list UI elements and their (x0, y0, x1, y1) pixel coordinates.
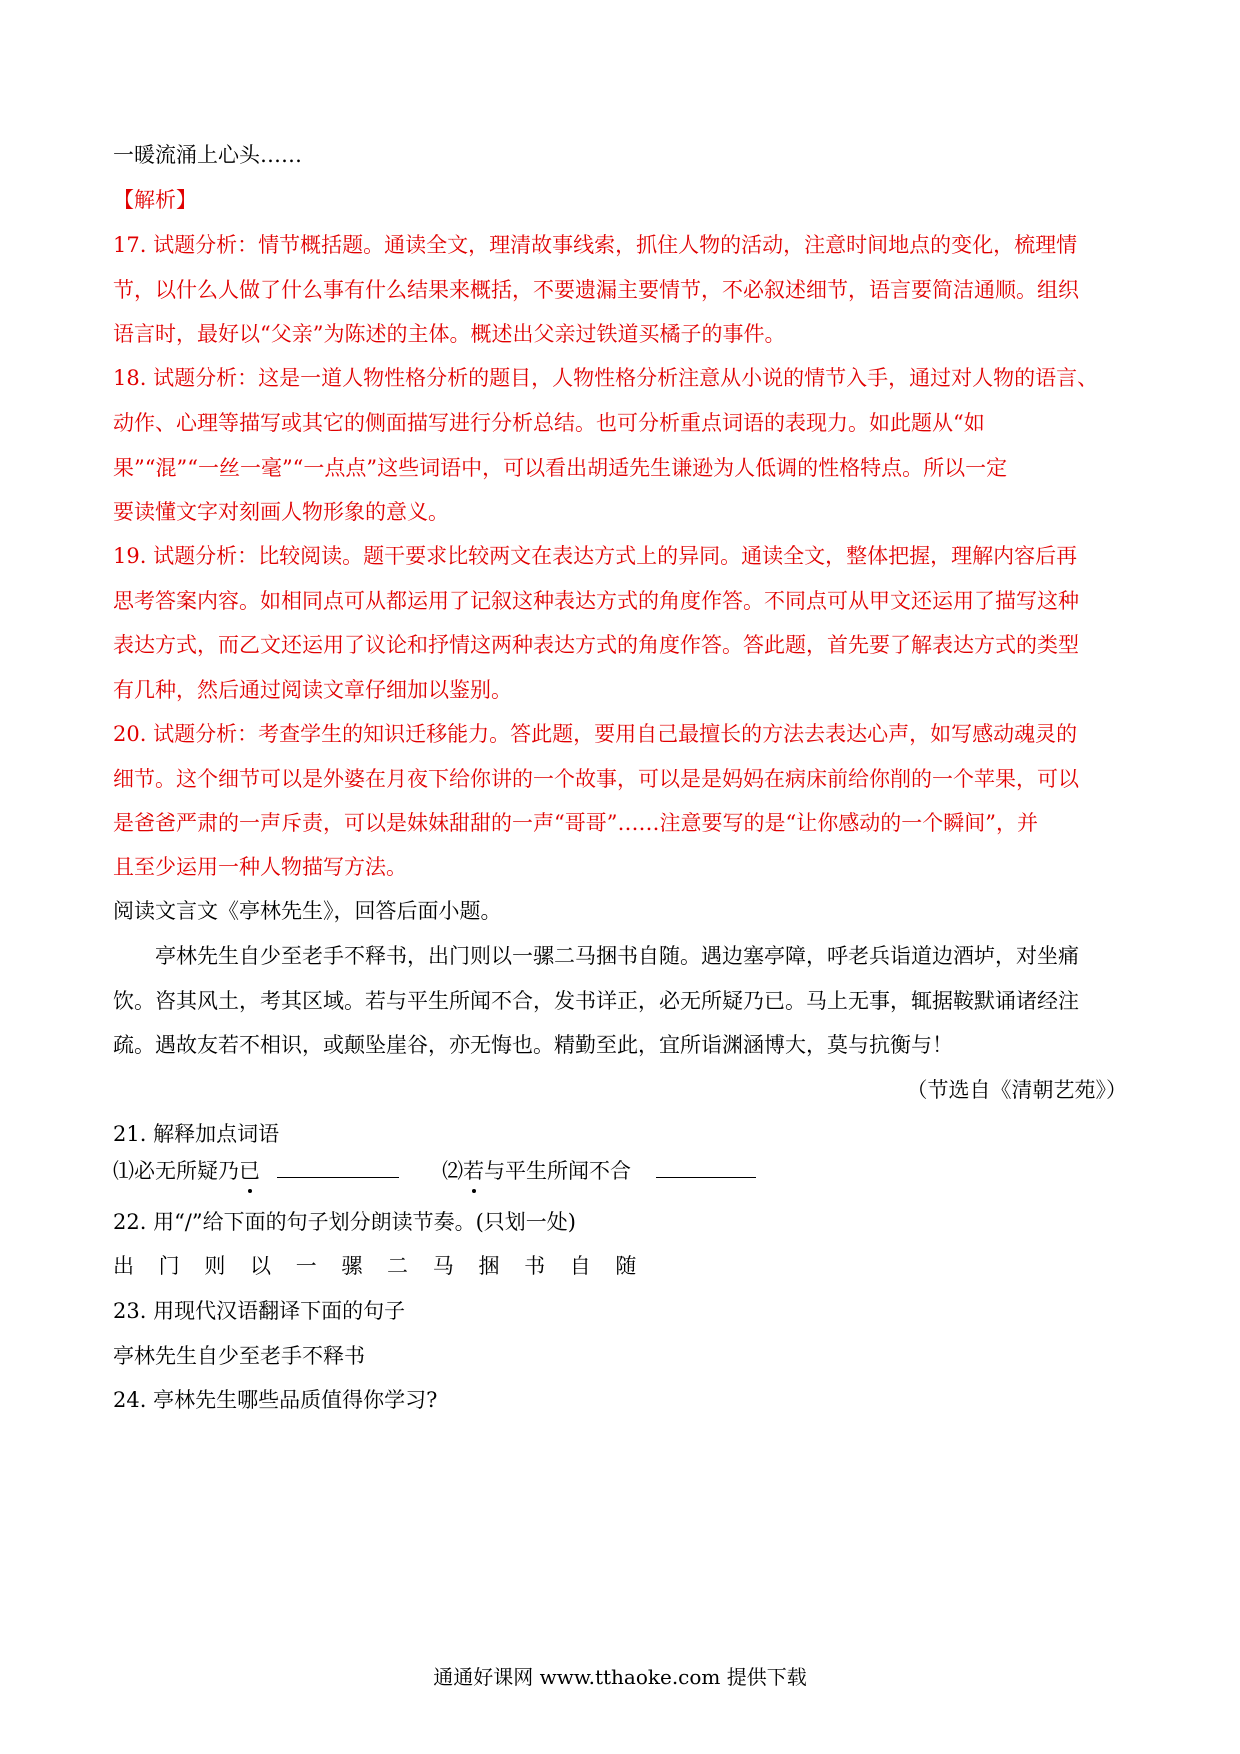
analysis-18-line-2: 动作、心理等描写或其它的侧面描写进行分析总结。也可分析重点词语的表现力。如此题从“如 (113, 411, 985, 435)
analysis-17-line-1: 17. 试题分析：情节概括题。通读全文，理清故事线索，抓住人物的活动，注意时间地点的变化，梳理情 (113, 233, 1078, 257)
question-22-sentence: 出 门 则 以 一 骡 二 马 捆 书 自 随 (113, 1254, 646, 1278)
question-22: 22. 用“/”给下面的句子划分朗读节奏。(只划一处) (113, 1210, 577, 1234)
question-24: 24. 亭林先生哪些品质值得你学习? (113, 1388, 438, 1412)
analysis-heading: 【解析】 (113, 188, 197, 212)
analysis-18-line-1: 18. 试题分析：这是一道人物性格分析的题目，人物性格分析注意从小说的情节入手，通过对人物的语言、 (113, 366, 1099, 390)
analysis-19-line-4: 有几种，然后通过阅读文章仔细加以鉴别。 (113, 678, 512, 702)
answer-tail: 一暖流涌上心头…… (113, 143, 302, 167)
analysis-17-line-2: 节，以什么人做了什么事有什么结果来概括，不要遗漏主要情节，不必叙述细节，语言要简洁通顺。组织 (113, 278, 1079, 302)
q21-answer-blank-2[interactable] (656, 1177, 756, 1178)
passage-line-2: 饮。咨其风土，考其区域。若与平生所闻不合，发书详正，必无所疑乃已。马上无事，辄据鞍默诵诸经注 (113, 989, 1079, 1013)
passage-source: （节选自《清朝艺苑》） (906, 1078, 1127, 1102)
analysis-20-line-1: 20. 试题分析：考查学生的知识迁移能力。答此题，要用自己最擅长的方法去表达心声，如写感动魂灵的 (113, 722, 1078, 746)
q21-item-1-dotted-char: 已 (239, 1156, 260, 1186)
reading-instruction: 阅读文言文《亭林先生》，回答后面小题。 (113, 899, 502, 923)
q21-item-1-text: ⑴必无所疑乃 (113, 1159, 239, 1183)
passage-line-1: 亭林先生自少至老手不释书，出门则以一骡二马捆书自随。遇边塞亭障，呼老兵诣道边酒垆，对坐痛 (155, 944, 1079, 968)
analysis-20-line-3: 是爸爸严肃的一声斥责，可以是妹妹甜甜的一声“哥哥”……注意要写的是“让你感动的一个瞬间”，并 (113, 811, 1038, 835)
question-21-items (113, 1156, 1123, 1186)
analysis-18-line-4: 要读懂文字对刻画人物形象的意义。 (113, 500, 449, 524)
analysis-19-line-2: 思考答案内容。如相同点可从都运用了记叙这种表达方式的角度作答。不同点可从甲文还运用了描写这种 (113, 589, 1079, 613)
analysis-19-line-3: 表达方式，而乙文还运用了议论和抒情这两种表达方式的角度作答。答此题，首先要了解表达方式的类型 (113, 633, 1079, 657)
analysis-17-line-3: 语言时，最好以“父亲”为陈述的主体。概述出父亲过铁道买橘子的事件。 (113, 322, 786, 346)
q21-item-2-num: ⑵ (442, 1159, 464, 1183)
question-23-sentence: 亭林先生自少至老手不释书 (113, 1344, 365, 1368)
page-footer: 通通好课网 www.tthaoke.com 提供下载 (433, 1665, 807, 1689)
question-23: 23. 用现代汉语翻译下面的句子 (113, 1299, 406, 1323)
q21-item-2-text: 与平生所闻不合 (484, 1159, 632, 1183)
analysis-20-line-2: 细节。这个细节可以是外婆在月夜下给你讲的一个故事，可以是是妈妈在病床前给你削的一个苹果，可以 (113, 767, 1079, 791)
question-21: 21. 解释加点词语 (113, 1122, 280, 1146)
passage-line-3: 疏。遇故友若不相识，或颠坠崖谷，亦无悔也。精勤至此，宜所诣渊涵博大，莫与抗衡与！ (113, 1033, 953, 1057)
analysis-20-line-4: 且至少运用一种人物描写方法。 (113, 855, 407, 879)
analysis-19-line-1: 19. 试题分析：比较阅读。题干要求比较两文在表达方式上的异同。通读全文，整体把握，理解内容后再 (113, 544, 1078, 568)
q21-item-2-dotted-char: 若 (463, 1156, 484, 1186)
analysis-18-line-3: 果”“混”“一丝一毫”“一点点”这些词语中，可以看出胡适先生谦逊为人低调的性格特点。所以一定 (113, 456, 1008, 480)
q21-answer-blank-1[interactable] (277, 1177, 399, 1178)
